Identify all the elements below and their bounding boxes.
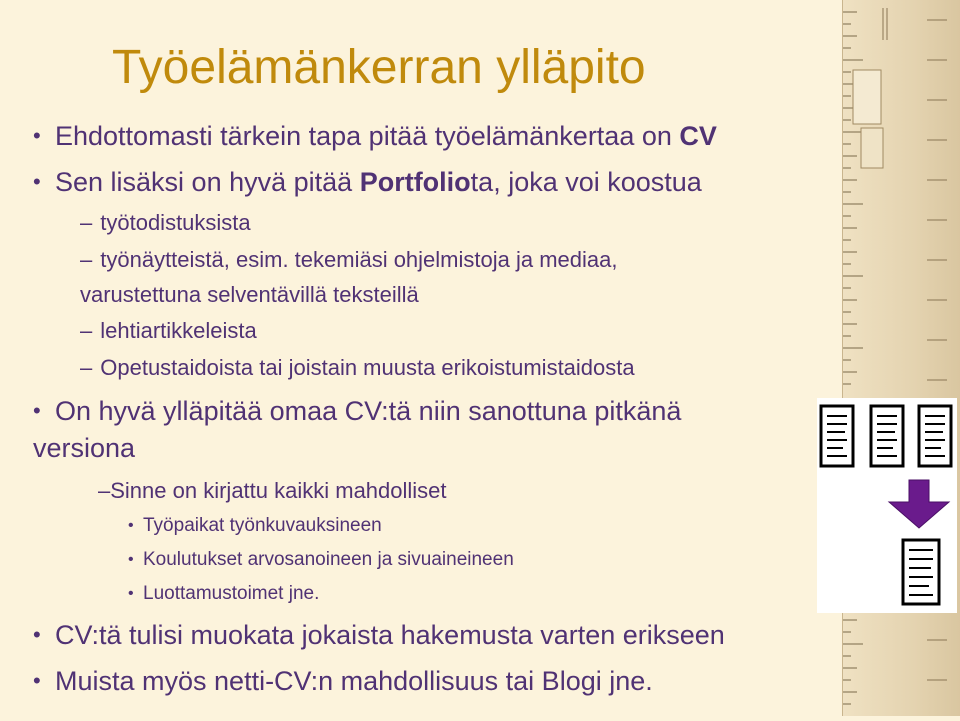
dash-icon: – xyxy=(80,247,93,272)
bullet-icon: • xyxy=(33,398,41,423)
bullet-icon: • xyxy=(128,517,134,534)
sub-item-tyonaytteista xyxy=(80,247,617,273)
sub-item-tyotodistuksista xyxy=(80,210,251,236)
bullet-icon: • xyxy=(33,622,41,647)
sub-item-text: Opetustaidoista tai joistain muusta erikoistumistaidosta xyxy=(100,355,635,380)
bullet-icon: • xyxy=(33,668,41,693)
document-icon xyxy=(903,540,939,604)
slide-title: Työelämänkerran ylläpito xyxy=(112,41,646,94)
sub-sub-item-text: Työpaikat työnkuvauksineen xyxy=(143,515,382,536)
bullet-text: Ehdottomasti tärkein tapa pitää työelämänkertaa on xyxy=(55,121,680,151)
sub-sub-item-tyopaikat xyxy=(128,515,382,537)
bullet-text: CV:tä tulisi muokata jokaista hakemusta varten erikseen xyxy=(55,620,725,650)
bullet-text: Sen lisäksi on hyvä pitää xyxy=(55,167,360,197)
bullet-netti-cv xyxy=(33,666,653,697)
bullet-icon: • xyxy=(128,551,134,568)
sub-sub-item-luottamustoimet xyxy=(128,583,320,605)
sub-sub-item-text: Luottamustoimet jne. xyxy=(143,583,320,604)
arrow-down-icon xyxy=(889,480,949,528)
dash-icon: – xyxy=(80,210,93,235)
dash-icon: – xyxy=(80,355,93,380)
sub-item-sinne xyxy=(98,478,447,504)
bullet-text-suffix: ta, joka voi koostua xyxy=(470,167,702,197)
bullet-icon: • xyxy=(33,169,41,194)
bullet-bold-text: Portfolio xyxy=(359,167,471,197)
bullet-portfolio xyxy=(33,167,702,198)
document-icon xyxy=(871,406,903,466)
bullet-icon: • xyxy=(33,123,41,148)
sub-item-text: lehtiartikkeleista xyxy=(100,318,257,343)
sub-sub-item-koulutukset xyxy=(128,549,514,571)
dash-icon: – xyxy=(80,318,93,343)
document-icon xyxy=(821,406,853,466)
sub-item-lehtiartikkeleista xyxy=(80,318,257,344)
bullet-text: Muista myös netti-CV:n mahdollisuus tai Blogi jne. xyxy=(55,666,653,696)
bullet-text: On hyvä ylläpitää omaa CV:tä niin sanottuna pitkänä xyxy=(55,396,682,426)
sub-item-text: työtodistuksista xyxy=(100,210,251,235)
sub-item-text: työnäytteistä, esim. tekemiäsi ohjelmistoja ja mediaa, xyxy=(100,247,618,272)
documents-graphic xyxy=(817,398,957,613)
dash-icon: – xyxy=(98,478,111,503)
bullet-bold-text: CV xyxy=(679,121,717,151)
sub-item-opetustaidoista xyxy=(80,355,635,381)
documents-illustration xyxy=(817,398,957,613)
bullet-icon: • xyxy=(128,585,134,602)
bullet-cv-muokkaus xyxy=(33,620,725,651)
sub-item-continuation: varustettuna selventävillä teksteillä xyxy=(80,282,419,307)
bullet-long-cv-continuation: versiona xyxy=(33,433,136,463)
bullet-long-cv xyxy=(33,396,682,427)
bullet-cv xyxy=(33,121,717,152)
document-icon xyxy=(919,406,951,466)
sub-item-text: Sinne on kirjattu kaikki mahdolliset xyxy=(110,478,447,503)
sub-sub-item-text: Koulutukset arvosanoineen ja sivuaineineen xyxy=(143,549,514,570)
